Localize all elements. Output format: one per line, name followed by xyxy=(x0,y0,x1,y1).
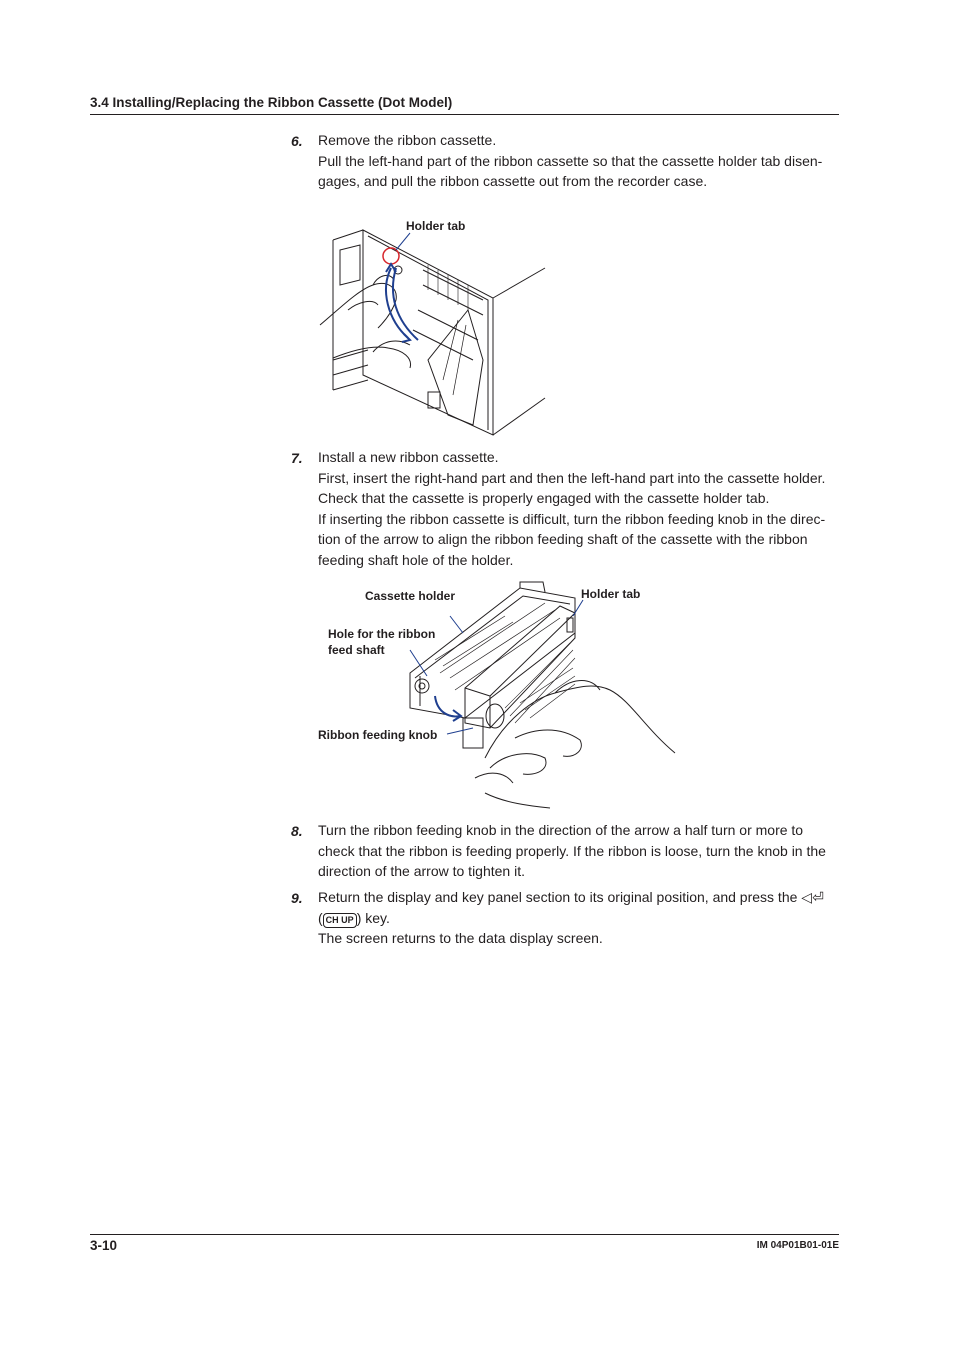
step-7-line: tion of the arrow to align the ribbon feeding shaft of the cassette with the ribbon xyxy=(318,531,808,548)
key-suffix: ) key. xyxy=(356,909,390,926)
figure2-knob-label: Ribbon feeding knob xyxy=(318,728,438,742)
step-9-line xyxy=(318,908,842,929)
step-9-line: The screen returns to the data display screen. xyxy=(318,930,603,947)
footer-rule xyxy=(90,1234,839,1235)
header-rule xyxy=(90,114,839,115)
figure2-holder-tab-label: Holder tab xyxy=(581,587,641,601)
step-7-line: If inserting the ribbon cassette is difficult, turn the ribbon feeding knob in the direc- xyxy=(318,510,826,527)
doc-id: IM 04P01B01-01E xyxy=(756,1240,839,1251)
enter-key-icon: ◁⏎ xyxy=(801,889,824,905)
step-6-text xyxy=(318,130,842,192)
step-7-line: Install a new ribbon cassette. xyxy=(318,449,499,465)
step-8-number: 8. xyxy=(291,823,303,839)
step-9-line xyxy=(318,887,842,908)
step-7-text xyxy=(318,447,842,571)
step-8-line: direction of the arrow to tighten it. xyxy=(318,863,525,880)
step-9-number: 9. xyxy=(291,890,303,906)
section-title: 3.4 Installing/Replacing the Ribbon Cassette (Dot Model) xyxy=(90,95,453,110)
step-8-line: Turn the ribbon feeding knob in the direction of the arrow a half turn or more to xyxy=(318,822,804,838)
step-6-line: Pull the left-hand part of the ribbon cassette so that the cassette holder tab disen- xyxy=(318,152,823,169)
step-7-line: feeding shaft hole of the holder. xyxy=(318,551,514,568)
step-9-line1: Return the display and key panel section to its original position, and press the xyxy=(318,889,798,905)
step-8-line: check that the ribbon is feeding properly. If the ribbon is loose, turn the knob in the xyxy=(318,842,826,859)
ch-up-key-icon: CH UP xyxy=(323,913,357,928)
step-6-line: Remove the ribbon cassette. xyxy=(318,132,497,148)
step-8-text xyxy=(318,820,842,882)
step-6-line: gages, and pull the ribbon cassette out from the recorder case. xyxy=(318,173,708,190)
figure2-hole-label xyxy=(328,626,435,658)
step-6-number: 6. xyxy=(291,133,303,149)
figure2-hole-label-line: Hole for the ribbon xyxy=(328,627,436,641)
page-number: 3-10 xyxy=(90,1238,118,1253)
paren-open: ( xyxy=(318,909,323,926)
step-7-line: First, insert the right-hand part and then the left-hand part into the cassette holder. xyxy=(318,469,826,486)
figure2-hole-label-line: feed shaft xyxy=(328,643,385,657)
figure1-holder-tab-label: Holder tab xyxy=(406,219,466,233)
step-7-line: Check that the cassette is properly engaged with the cassette holder tab. xyxy=(318,490,770,507)
figure2-cassette-holder-label: Cassette holder xyxy=(365,589,456,603)
step-7-number: 7. xyxy=(291,450,303,466)
figure-install-cassette xyxy=(395,578,685,813)
figure-remove-cassette xyxy=(318,210,548,440)
step-9-text xyxy=(318,887,842,949)
